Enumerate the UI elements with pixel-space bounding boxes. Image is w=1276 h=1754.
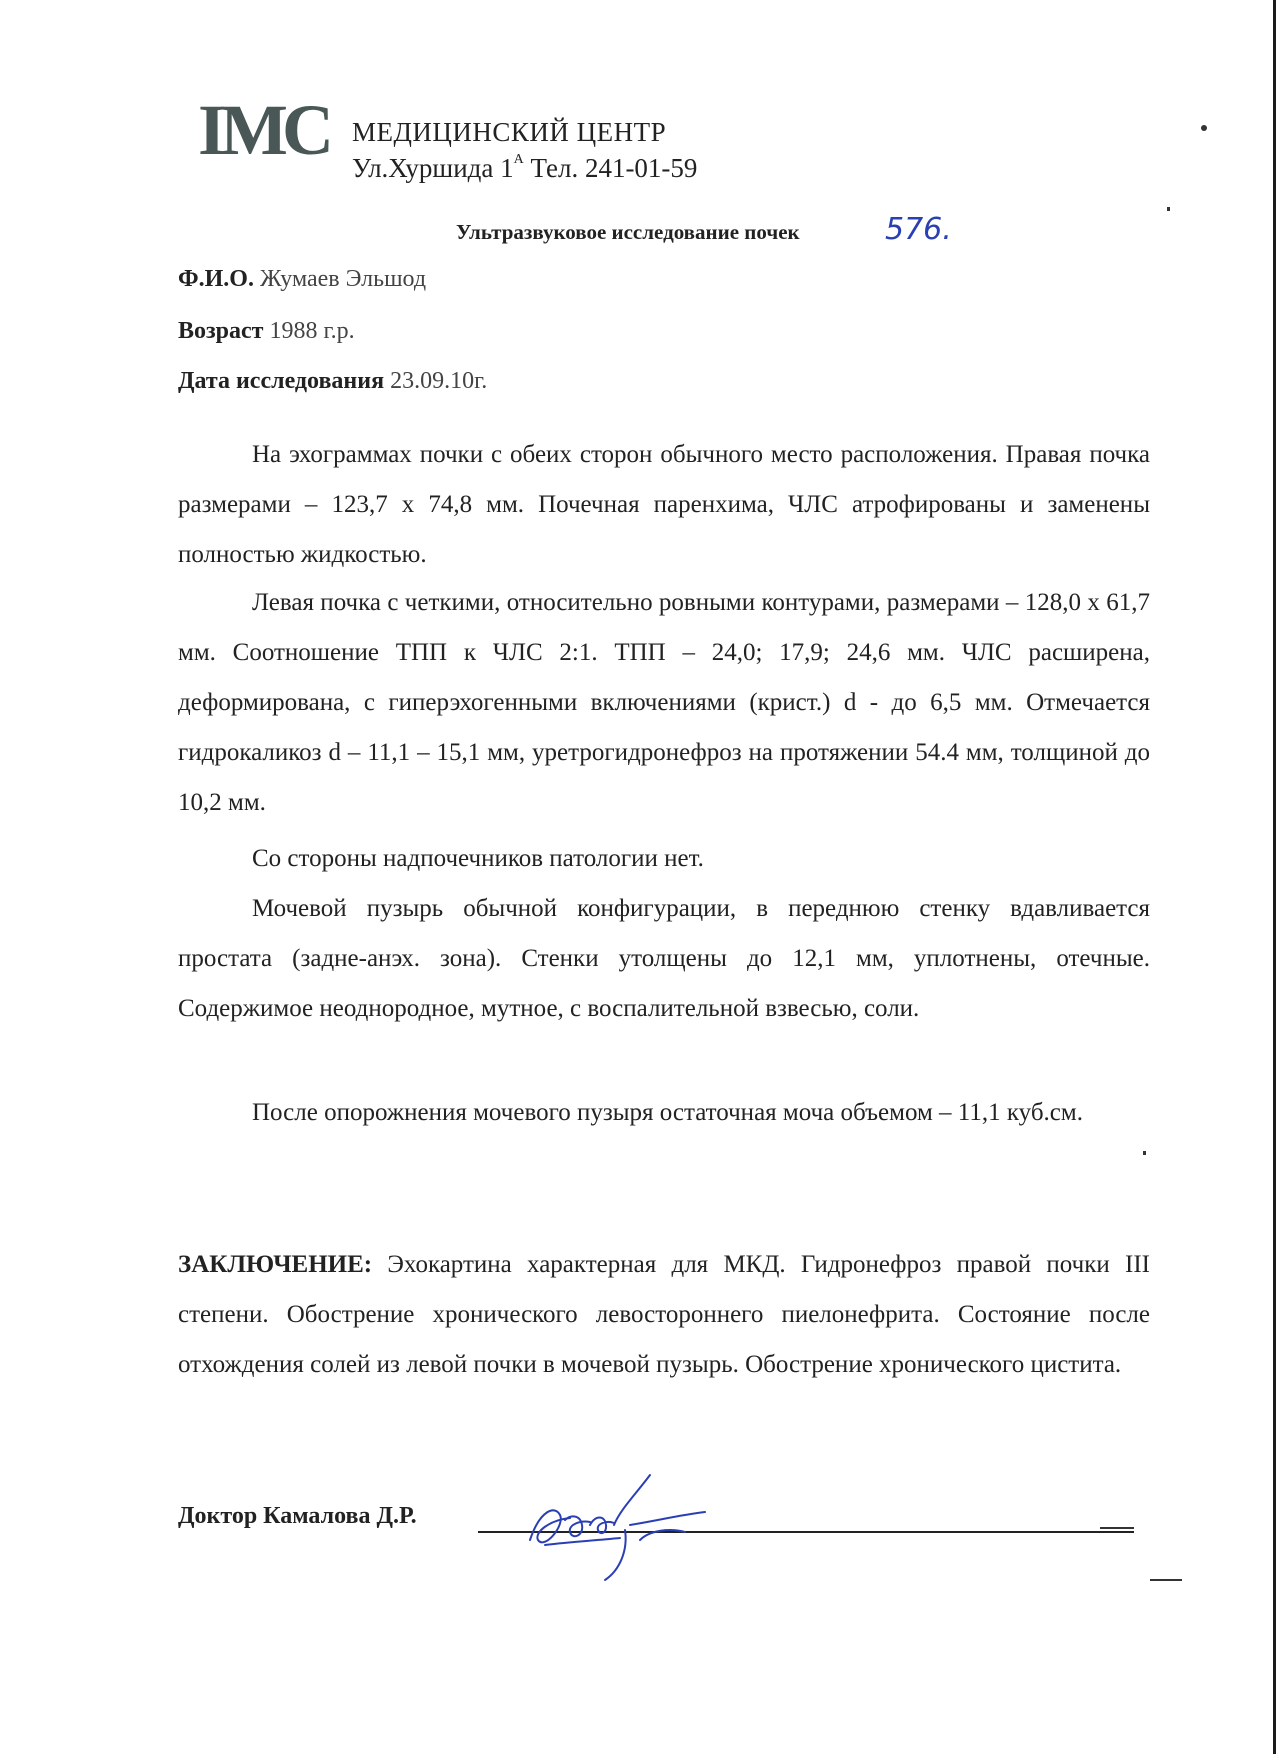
svg-text:IMC: IMC	[198, 90, 328, 170]
patient-age-value: 1988 г.р.	[263, 318, 355, 344]
signature-graphic	[510, 1470, 740, 1590]
scan-speck	[1143, 1151, 1146, 1155]
study-title: Ультразвуковое исследование почек	[456, 220, 800, 244]
finding-residual-urine: После опорожнения мочевого пузыря остаточная моча объемом – 11,1 куб.см.	[252, 1099, 1083, 1126]
patient-name-value: Жумаев Эльшод	[253, 266, 427, 292]
scan-dash	[1150, 1579, 1182, 1581]
scan-speck	[1201, 125, 1207, 131]
conclusion-label: ЗАКЛЮЧЕНИЕ:	[178, 1251, 373, 1278]
finding-bladder: Мочевой пузырь обычной конфигурации, в переднюю стенку вдавливается простата (задне-анэх. зона). Стенки утолщены до 12,1 мм, уплотнены, отечные. Содержимое неоднородное, мутное, с воспалительной взвесью, соли.	[178, 895, 1150, 1022]
organization-name: МЕДИЦИНСКИЙ ЦЕНТР	[352, 117, 667, 147]
handwritten-signature	[510, 1470, 740, 1590]
scan-speck	[1167, 207, 1170, 211]
exam-date-label: Дата исследования	[178, 368, 385, 394]
patient-age-label: Возраст	[178, 318, 264, 344]
address-phone: Тел. 241-01-59	[523, 153, 698, 183]
patient-name-label: Ф.И.О.	[178, 266, 254, 292]
finding-left-kidney: Левая почка с четкими, относительно ровными контурами, размерами – 128,0 х 61,7 мм. Соотношение ТПП к ЧЛС 2:1. ТПП – 24,0; 17,9; 24,6 мм. ЧЛС расширена, деформирована, с гиперэхогенными включениями (крист.) d - до 6,5 мм. Отмечается гидрокаликоз d – 11,1 – 15,1 мм, уретрогидронефроз на протяжении 54.4 мм, толщиной до 10,2 мм.	[178, 589, 1150, 816]
exam-date-value: 23.09.10г.	[384, 368, 488, 394]
conclusion-text: Эхокартина характерная для МКД. Гидронефроз правой почки III степени. Обострение хронического левостороннего пиелонефрита. Состояние после отхождения солей из левой почки в мочевой пузырь. Обострение хронического цистита.	[178, 1251, 1150, 1378]
conclusion	[178, 1240, 1150, 1390]
clinic-logo	[196, 90, 328, 170]
clinic-logo-graphic	[196, 90, 328, 170]
patient-age-field	[178, 318, 355, 345]
address-street: Ул.Хуршида 1	[352, 153, 514, 183]
address-suffix: А	[513, 152, 524, 167]
finding-right-kidney: На эхограммах почки с обеих сторон обычного место расположения. Правая почка размерами – 123,7 х 74,8 мм. Почечная паренхима, ЧЛС атрофированы и заменены полностью жидкостью.	[178, 441, 1150, 568]
patient-name-field	[178, 266, 426, 293]
exam-date-field	[178, 368, 487, 395]
study-number-handwritten: 576.	[885, 212, 952, 247]
finding-adrenals: Со стороны надпочечников патологии нет.	[252, 845, 704, 872]
scan-dash	[1100, 1527, 1134, 1529]
organization-address	[352, 152, 697, 184]
doctor-label: Доктор Камалова Д.Р.	[178, 1503, 417, 1529]
